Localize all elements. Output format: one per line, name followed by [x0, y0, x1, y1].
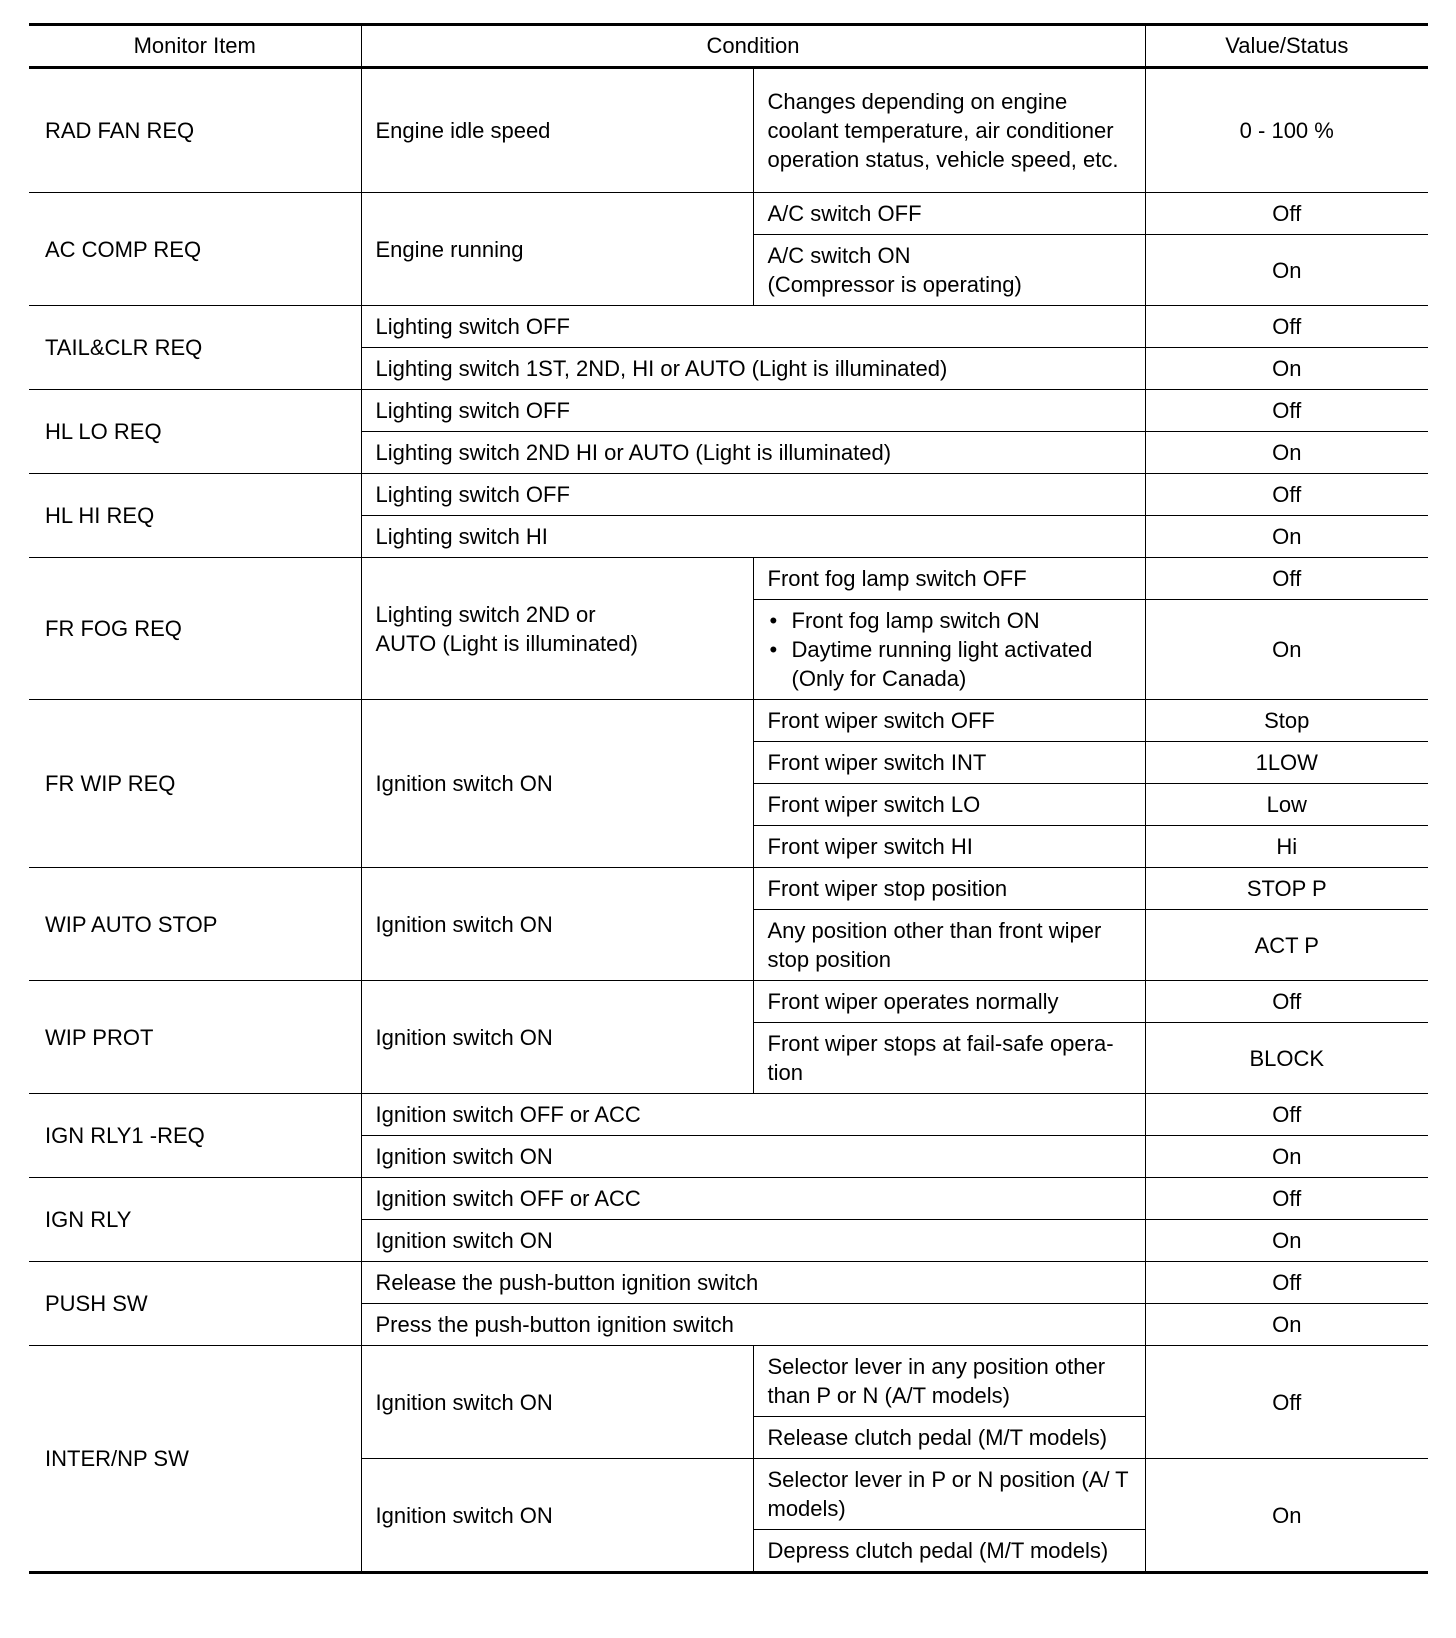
- value-cell: Off: [1145, 474, 1428, 516]
- value-cell: STOP P: [1145, 868, 1428, 910]
- value-cell: Off: [1145, 981, 1428, 1023]
- value-cell: On: [1145, 348, 1428, 390]
- value-cell: ACT P: [1145, 910, 1428, 981]
- condition-cell: Ignition switch ON: [361, 981, 753, 1094]
- condition-cell: Engine idle speed: [361, 68, 753, 193]
- value-cell: On: [1145, 1136, 1428, 1178]
- condition-cell: Ignition switch ON: [361, 1136, 1145, 1178]
- value-cell: Off: [1145, 1346, 1428, 1459]
- condition-cell: Lighting switch 2ND HI or AUTO (Light is illuminated): [361, 432, 1145, 474]
- value-cell: On: [1145, 1459, 1428, 1573]
- condition-cell: Lighting switch HI: [361, 516, 1145, 558]
- value-cell: 1LOW: [1145, 742, 1428, 784]
- header-value-status: Value/Status: [1145, 25, 1428, 68]
- table-row: [29, 981, 1428, 1023]
- bullet-list: [768, 606, 1131, 693]
- table-row: [29, 868, 1428, 910]
- monitor-item-cell: IGN RLY: [29, 1178, 361, 1262]
- sub-condition-cell: Front wiper switch HI: [753, 826, 1145, 868]
- table-row: [29, 474, 1428, 516]
- sub-condition-cell: Front wiper stop position: [753, 868, 1145, 910]
- sub-condition-cell: Selector lever in any position other than P or N (A/T models): [753, 1346, 1145, 1417]
- value-cell: On: [1145, 600, 1428, 700]
- value-cell: Hi: [1145, 826, 1428, 868]
- sub-condition-cell: [753, 235, 1145, 306]
- value-cell: Off: [1145, 193, 1428, 235]
- condition-cell: Lighting switch 1ST, 2ND, HI or AUTO (Light is illuminated): [361, 348, 1145, 390]
- table-row: [29, 1178, 1428, 1220]
- sub-condition-cell: [753, 600, 1145, 700]
- header-monitor-item: Monitor Item: [29, 25, 361, 68]
- value-cell: On: [1145, 516, 1428, 558]
- sub-condition-cell: Front wiper switch INT: [753, 742, 1145, 784]
- sub-condition-cell: Selector lever in P or N position (A/ T models): [753, 1459, 1145, 1530]
- value-cell: On: [1145, 235, 1428, 306]
- table-row: [29, 390, 1428, 432]
- condition-cell: Ignition switch OFF or ACC: [361, 1178, 1145, 1220]
- monitor-item-table: [29, 23, 1428, 1574]
- table-row: [29, 193, 1428, 235]
- table-row: [29, 306, 1428, 348]
- monitor-item-cell: IGN RLY1 -REQ: [29, 1094, 361, 1178]
- monitor-item-cell: FR FOG REQ: [29, 558, 361, 700]
- table-row: [29, 68, 1428, 193]
- value-cell: Off: [1145, 1178, 1428, 1220]
- value-cell: Off: [1145, 306, 1428, 348]
- monitor-item-cell: FR WIP REQ: [29, 700, 361, 868]
- value-cell: Off: [1145, 558, 1428, 600]
- table-row: [29, 1262, 1428, 1304]
- table-row: [29, 558, 1428, 600]
- condition-cell: Release the push-button ignition switch: [361, 1262, 1145, 1304]
- value-cell: On: [1145, 432, 1428, 474]
- sub-condition-cell: Depress clutch pedal (M/T models): [753, 1530, 1145, 1573]
- condition-cell: Lighting switch OFF: [361, 306, 1145, 348]
- table-row: [29, 700, 1428, 742]
- monitor-item-cell: PUSH SW: [29, 1262, 361, 1346]
- condition-cell: Ignition switch ON: [361, 1459, 753, 1573]
- value-cell: Off: [1145, 1094, 1428, 1136]
- bullet-item: • Daytime running light activated (Only for Canada): [768, 635, 1131, 693]
- value-cell: Low: [1145, 784, 1428, 826]
- condition-line: AUTO (Light is illuminated): [375, 630, 638, 656]
- value-cell: On: [1145, 1220, 1428, 1262]
- condition-cell: Ignition switch ON: [361, 1346, 753, 1459]
- sub-condition-cell: Front fog lamp switch OFF: [753, 558, 1145, 600]
- condition-cell: [361, 558, 753, 700]
- header-row: [29, 25, 1428, 68]
- table-row: [29, 1094, 1428, 1136]
- monitor-item-cell: HL HI REQ: [29, 474, 361, 558]
- header-condition: Condition: [361, 25, 1145, 68]
- condition-cell: Ignition switch ON: [361, 1220, 1145, 1262]
- sub-condition-line: A/C switch ON: [767, 243, 911, 268]
- sub-condition-cell: Front wiper switch OFF: [753, 700, 1145, 742]
- sub-condition-cell: Any position other than front wiper stop position: [753, 910, 1145, 981]
- sub-condition-cell: Front wiper switch LO: [753, 784, 1145, 826]
- value-cell: Off: [1145, 1262, 1428, 1304]
- condition-cell: Ignition switch ON: [361, 868, 753, 981]
- monitor-item-cell: INTER/NP SW: [29, 1346, 361, 1573]
- value-cell: Stop: [1145, 700, 1428, 742]
- monitor-item-cell: WIP PROT: [29, 981, 361, 1094]
- condition-cell: Ignition switch ON: [361, 700, 753, 868]
- sub-condition-line: (Compressor is operating): [767, 272, 1022, 297]
- monitor-item-cell: RAD FAN REQ: [29, 68, 361, 193]
- sub-condition-cell: Front wiper operates normally: [753, 981, 1145, 1023]
- condition-cell: Press the push-button ignition switch: [361, 1304, 1145, 1346]
- value-cell: On: [1145, 1304, 1428, 1346]
- condition-line: Lighting switch 2ND or: [375, 601, 596, 627]
- value-cell: BLOCK: [1145, 1023, 1428, 1094]
- value-cell: 0 - 100 %: [1145, 68, 1428, 193]
- monitor-item-cell: WIP AUTO STOP: [29, 868, 361, 981]
- value-cell: Off: [1145, 390, 1428, 432]
- sub-condition-cell: A/C switch OFF: [753, 193, 1145, 235]
- sub-condition-cell: Front wiper stops at fail-safe opera-tion: [753, 1023, 1145, 1094]
- condition-cell: Ignition switch OFF or ACC: [361, 1094, 1145, 1136]
- monitor-item-cell: AC COMP REQ: [29, 193, 361, 306]
- bullet-item: • Front fog lamp switch ON: [768, 606, 1131, 635]
- table-row: [29, 1346, 1428, 1417]
- condition-cell: Lighting switch OFF: [361, 474, 1145, 516]
- sub-condition-cell: Release clutch pedal (M/T models): [753, 1417, 1145, 1459]
- condition-cell: Lighting switch OFF: [361, 390, 1145, 432]
- sub-condition-cell: Changes depending on engine coolant temperature, air conditioner operation status, vehicle speed, etc.: [753, 68, 1145, 193]
- monitor-item-cell: TAIL&CLR REQ: [29, 306, 361, 390]
- monitor-item-cell: HL LO REQ: [29, 390, 361, 474]
- condition-cell: Engine running: [361, 193, 753, 306]
